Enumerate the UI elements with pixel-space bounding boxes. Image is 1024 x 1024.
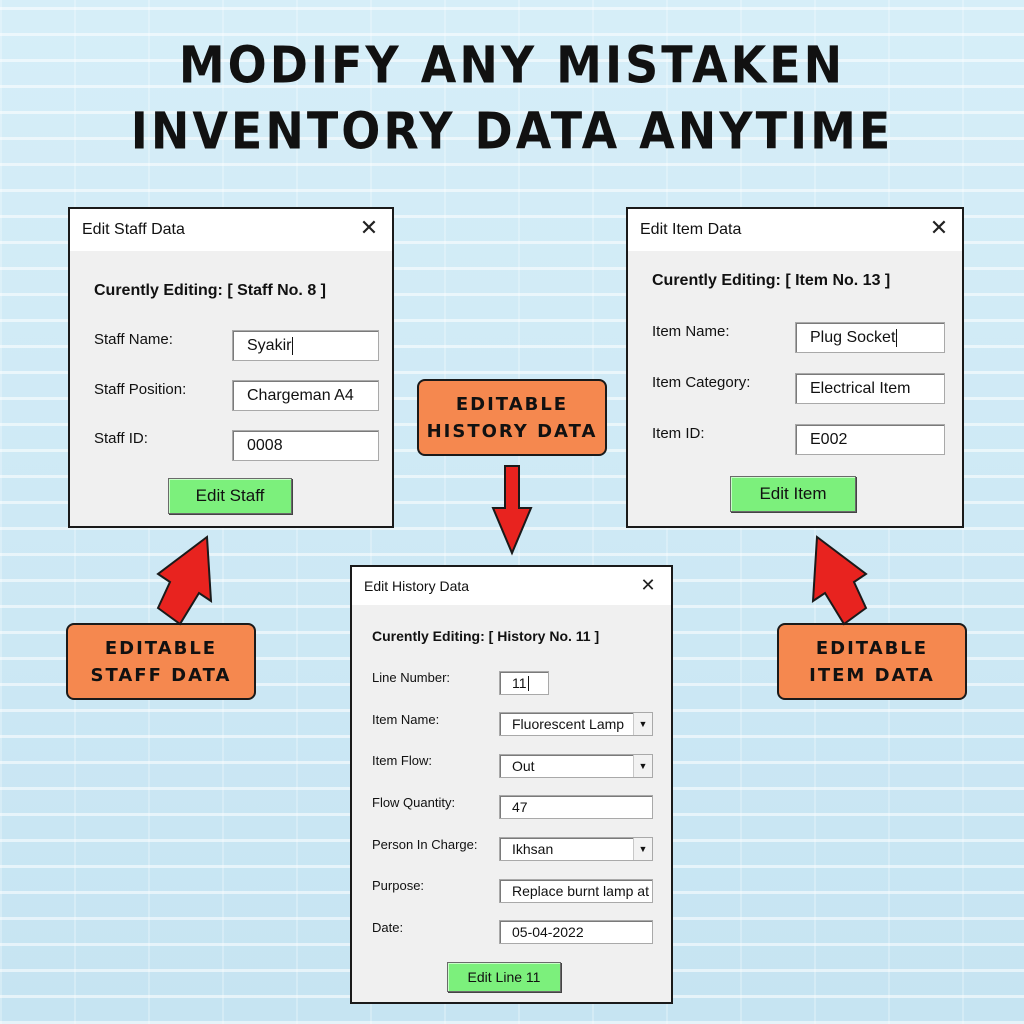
callout-line-1: EDITABLE [815,637,929,659]
arrow-down-history [493,466,531,553]
staff-name-value: Syakir [247,336,292,354]
line-number-label: Line Number: [372,670,451,685]
headline-line-1: MODIFY ANY MISTAKEN [178,35,846,95]
chevron-down-icon[interactable]: ▼ [633,838,652,860]
item-flow-value: Out [512,758,535,774]
callout-line-2: STAFF DATA [90,664,232,686]
item-id-value: E002 [810,430,848,448]
editing-indicator: Curently Editing: [ Staff No. 8 ] [94,282,326,299]
edit-staff-button[interactable]: Edit Staff [168,478,292,514]
staff-name-label: Staff Name: [94,331,173,348]
item-category-label: Item Category: [652,374,751,391]
arrow-to-staff [158,537,211,624]
item-name-value: Plug Socket [810,328,896,346]
purpose-value: Replace burnt lamp at [512,883,649,899]
staff-id-value: 0008 [247,436,283,454]
purpose-label: Purpose: [372,878,425,893]
callout-line-1: EDITABLE [455,393,569,415]
staff-id-label: Staff ID: [94,430,148,447]
line-number-value: 11 [512,675,527,691]
close-icon[interactable]: ✕ [640,575,656,596]
item-name-label: Item Name: [372,712,440,727]
date-label: Date: [372,920,404,935]
headline-line-2: INVENTORY DATA ANYTIME [130,101,894,161]
staff-position-label: Staff Position: [94,381,187,398]
item-name-label: Item Name: [652,323,730,340]
edit-item-button[interactable]: Edit Item [730,476,856,512]
item-id-label: Item ID: [652,425,705,442]
item-flow-label: Item Flow: [372,753,432,768]
callout-line-2: HISTORY DATA [426,420,598,442]
arrow-to-item [813,537,866,624]
close-icon[interactable]: ✕ [359,216,379,241]
person-in-charge-label: Person In Charge: [372,837,478,852]
edit-line-button[interactable]: Edit Line 11 [447,962,561,992]
person-in-charge-value: Ikhsan [512,841,554,857]
item-category-value: Electrical Item [810,379,911,397]
chevron-down-icon[interactable]: ▼ [633,713,652,735]
flow-quantity-label: Flow Quantity: [372,795,456,810]
item-name-value: Fluorescent Lamp [512,716,625,732]
dialog-title: Edit History Data [364,578,470,594]
editing-indicator: Curently Editing: [ History No. 11 ] [372,628,600,644]
chevron-down-icon[interactable]: ▼ [633,755,652,777]
dialog-title: Edit Staff Data [82,221,185,238]
flow-quantity-value: 47 [512,799,528,815]
callout-line-1: EDITABLE [104,637,218,659]
close-icon[interactable]: ✕ [929,216,949,241]
callout-line-2: ITEM DATA [809,664,935,686]
staff-position-value: Chargeman A4 [247,386,354,404]
editing-indicator: Curently Editing: [ Item No. 13 ] [652,272,891,289]
dialog-title: Edit Item Data [640,221,742,238]
date-value: 05-04-2022 [512,924,584,940]
